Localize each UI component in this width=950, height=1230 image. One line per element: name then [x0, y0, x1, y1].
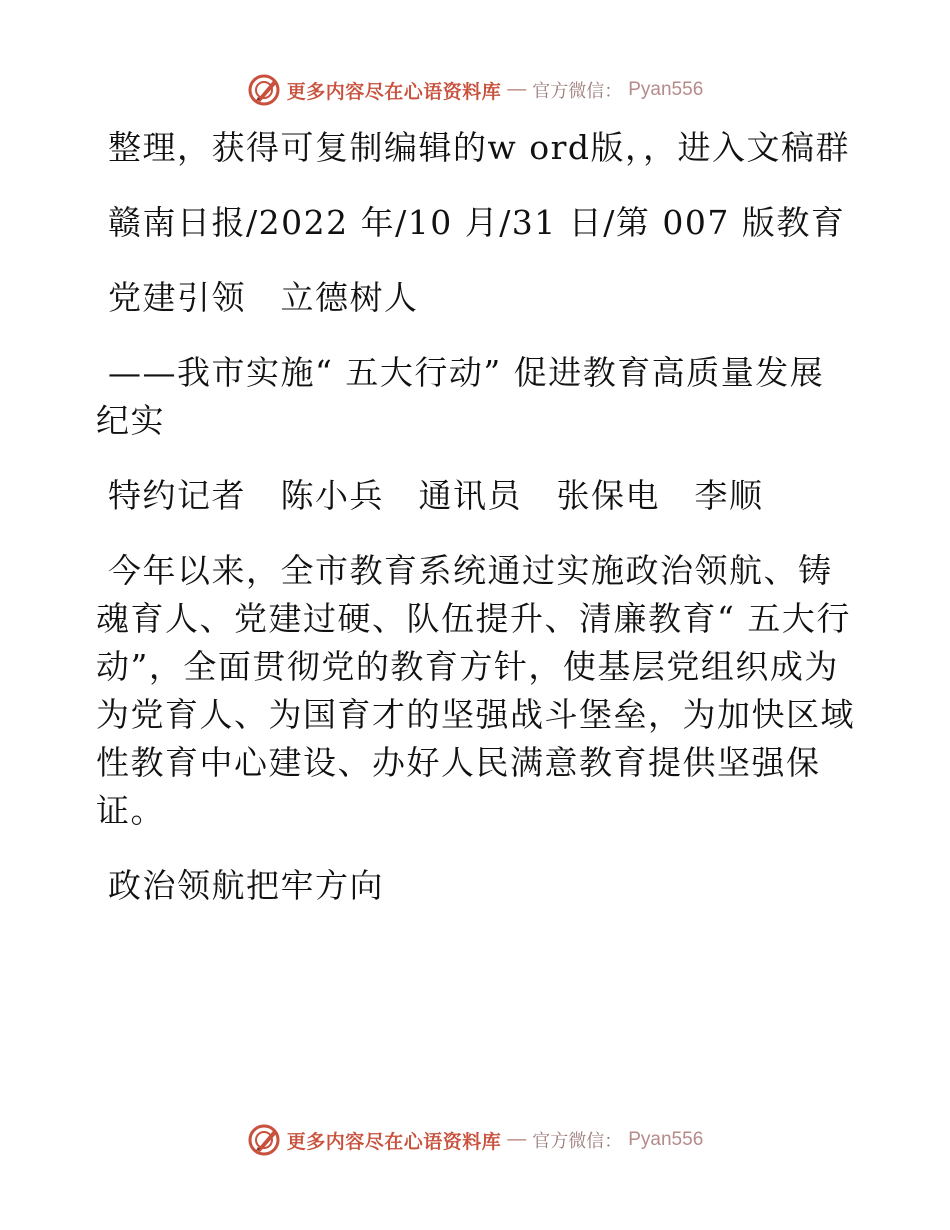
pen-circle-logo-icon	[247, 1123, 281, 1157]
watermark-wechat-label: 官方微信：	[532, 1131, 623, 1152]
watermark-dash: —	[507, 1129, 527, 1150]
article-title: 党建引领 立德树人	[108, 278, 419, 317]
watermark-brand-text: 更多内容尽在心语资料库	[286, 80, 502, 103]
article-lead-paragraph: 今年以来，全市教育系统通过实施政治领航、铸魂育人、党建过硬、队伍提升、清廉教育“ 五大行动”，全面贯彻党的教育方针，使基层党组织成为为党育人、为国育才的坚强战斗堡垒，为加快区域性教育中心建设、办好人民满意教育提供坚强保证。	[96, 551, 855, 830]
section-heading: 政治领航把牢方向	[108, 866, 384, 905]
article-byline: 特约记者 陈小兵 通讯员 张保电 李顺	[108, 476, 764, 515]
watermark-wechat-id: Pyan556	[628, 1129, 704, 1150]
watermark-dash: —	[507, 79, 527, 100]
paragraph-source-line: 赣南日报/2022 年/10 月/31 日/第 007 版教育	[108, 203, 846, 242]
footer-watermark	[0, 1122, 950, 1158]
header-watermark	[0, 72, 950, 108]
watermark-wechat-id: Pyan556	[628, 79, 704, 100]
paragraph-intro-note: 整理，获得可复制编辑的w ord版，，进入文稿群	[108, 128, 851, 167]
article-subtitle: ——我市实施“ 五大行动” 促进教育高质量发展纪实	[96, 353, 825, 440]
watermark-brand-text: 更多内容尽在心语资料库	[286, 1130, 502, 1153]
document-body	[96, 124, 856, 937]
pen-circle-logo-icon	[247, 73, 281, 107]
watermark-wechat-label: 官方微信：	[532, 81, 623, 102]
